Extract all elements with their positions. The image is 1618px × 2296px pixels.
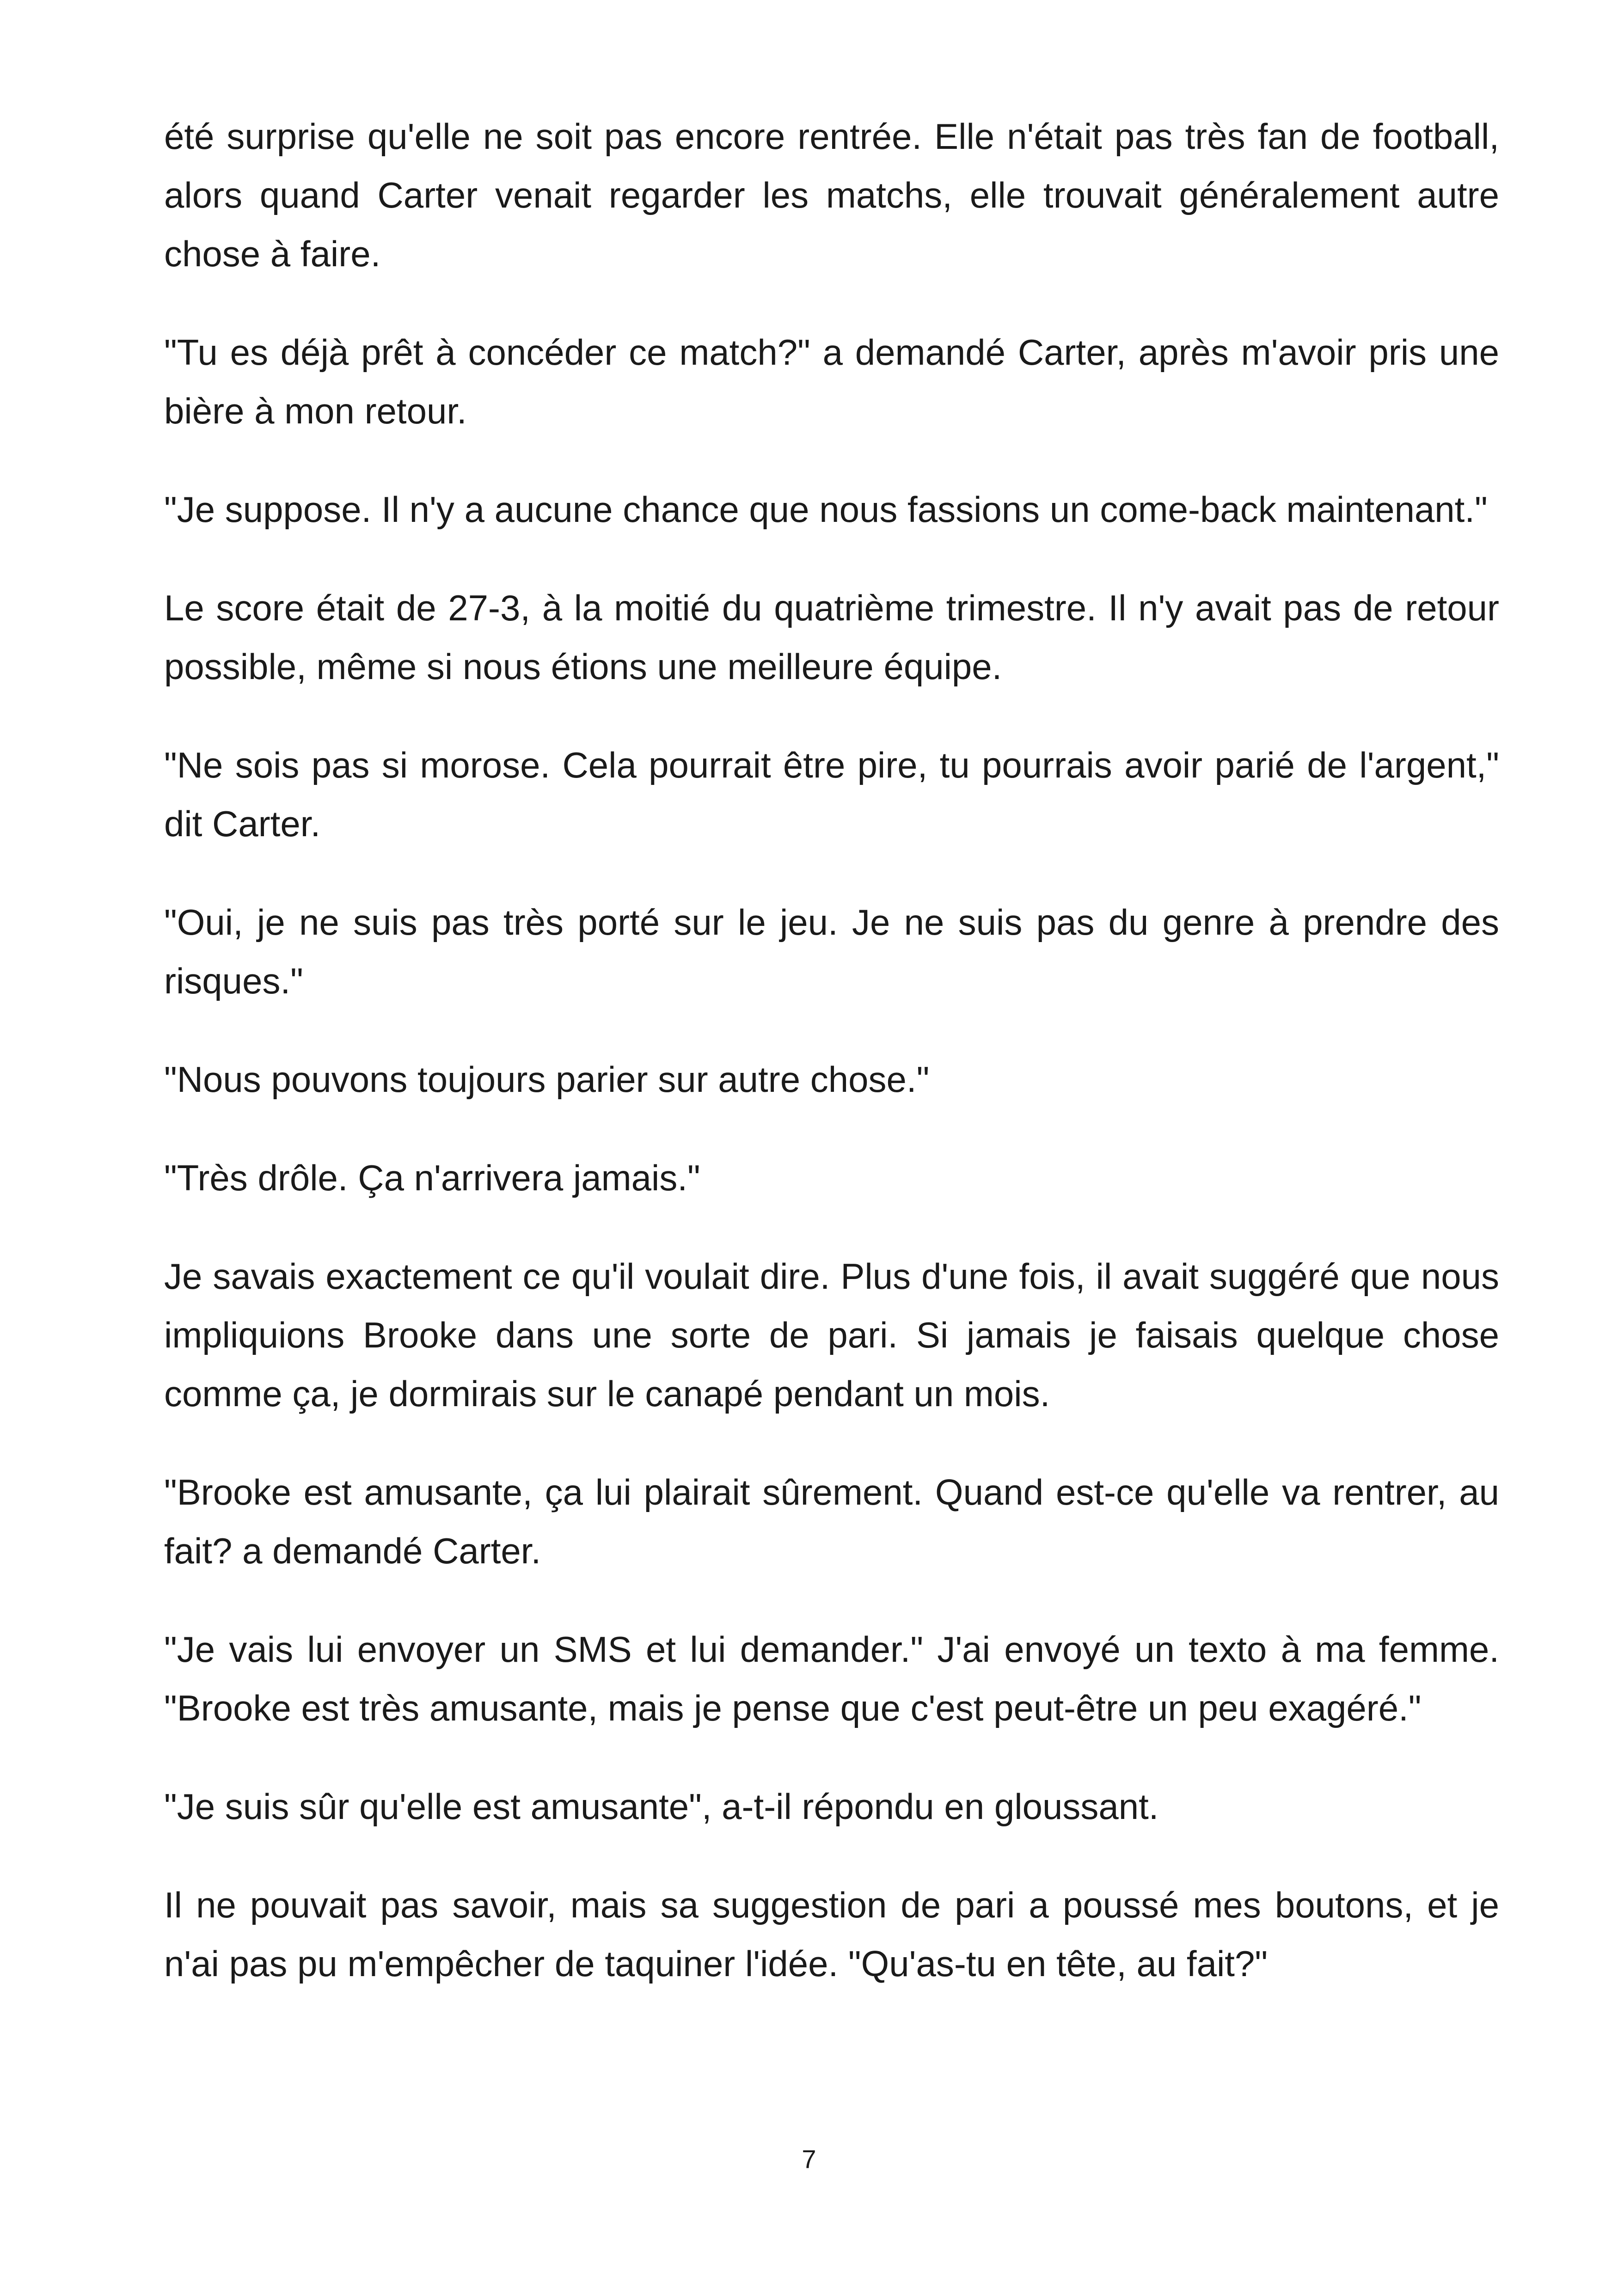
- paragraph: "Tu es déjà prêt à concéder ce match?" a demandé Carter, après m'avoir pris une bière à mon retour.: [164, 332, 1499, 431]
- paragraph: "Ne sois pas si morose. Cela pourrait être pire, tu pourrais avoir parié de l'argent," dit Carter.: [164, 745, 1499, 844]
- page-number: 7: [802, 2144, 816, 2174]
- paragraph: "Je suppose. Il n'y a aucune chance que nous fassions un come-back maintenant.": [164, 489, 1488, 530]
- paragraph: "Je suis sûr qu'elle est amusante", a-t-il répondu en gloussant.: [164, 1786, 1159, 1827]
- paragraph: "Je vais lui envoyer un SMS et lui demander." J'ai envoyé un texto à ma femme. "Brooke est très amusante, mais je pense que c'est peut-être un peu exagéré.": [164, 1629, 1499, 1728]
- body-text: [164, 107, 1499, 1993]
- paragraph: été surprise qu'elle ne soit pas encore rentrée. Elle n'était pas très fan de football, alors quand Carter venait regarder les matchs, elle trouvait généralement autre chose à faire.: [164, 116, 1499, 274]
- paragraph: Il ne pouvait pas savoir, mais sa suggestion de pari a poussé mes boutons, et je n'ai pas pu m'empêcher de taquiner l'idée. "Qu'as-tu en tête, au fait?": [164, 1885, 1499, 1984]
- paragraph: "Oui, je ne suis pas très porté sur le jeu. Je ne suis pas du genre à prendre des risques.": [164, 902, 1499, 1001]
- paragraph: "Nous pouvons toujours parier sur autre chose.": [164, 1059, 930, 1100]
- paragraph: Le score était de 27-3, à la moitié du quatrième trimestre. Il n'y avait pas de retour possible, même si nous étions une meilleure équipe.: [164, 588, 1499, 687]
- paragraph: "Très drôle. Ça n'arrivera jamais.": [164, 1157, 700, 1198]
- paragraph: "Brooke est amusante, ça lui plairait sûrement. Quand est-ce qu'elle va rentrer, au fait? a demandé Carter.: [164, 1472, 1499, 1571]
- paragraph: Je savais exactement ce qu'il voulait dire. Plus d'une fois, il avait suggéré que nous impliquions Brooke dans une sorte de pari. Si jamais je faisais quelque chose comme ça, je dormirais sur le canapé pendant un mois.: [164, 1256, 1499, 1414]
